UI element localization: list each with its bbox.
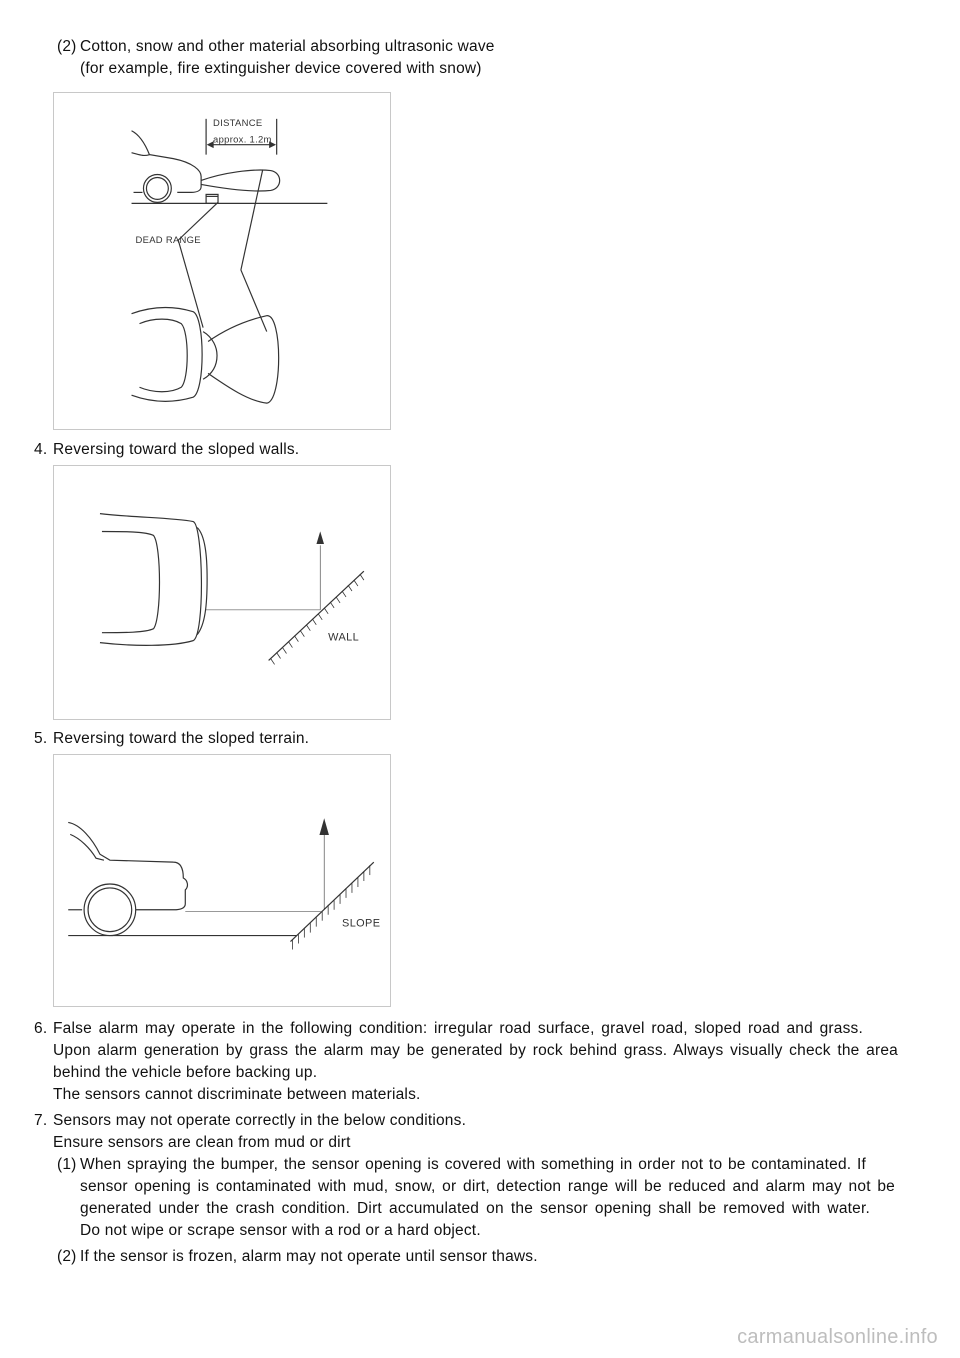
item-5-number: 5. (34, 730, 48, 747)
distance-label: DISTANCE (213, 117, 263, 129)
item-6-line-3: behind the vehicle before backing up. (53, 1064, 318, 1081)
item-7-sub-2-line-1: If the sensor is frozen, alarm may not operate until sensor thaws. (80, 1248, 538, 1265)
item-4-text: Reversing toward the sloped walls. (53, 441, 300, 458)
slope-label: SLOPE (342, 917, 381, 930)
item-7-sub-1-line-3: generated under the crash condition. Dirt accumulated on the sensor opening shall be removed with water. (80, 1200, 870, 1217)
wall-label: WALL (328, 631, 360, 644)
item-4-number: 4. (34, 441, 48, 458)
item-2-line-2: (for example, fire extinguisher device covered with snow) (80, 60, 482, 77)
item-2-line-1: Cotton, snow and other material absorbing ultrasonic wave (80, 38, 495, 55)
item-7-number: 7. (34, 1112, 48, 1129)
item-2-number: (2) (57, 38, 77, 55)
sloped-wall-diagram (54, 466, 390, 719)
item-7-sub-1-line-4: Do not wipe or scrape sensor with a rod or a hard object. (80, 1222, 481, 1239)
item-6-line-1: False alarm may operate in the following condition: irregular road surface, gravel road, sloped road and grass. (53, 1020, 863, 1037)
sloped-terrain-figure (53, 754, 391, 1007)
approx-distance-label: approx. 1.2m (213, 134, 272, 146)
sloped-wall-figure (53, 465, 391, 720)
dead-range-figure (53, 92, 391, 430)
item-7-sub-1-line-1: When spraying the bumper, the sensor opening is covered with something in order not to be contaminated. If (80, 1156, 866, 1173)
item-5-text: Reversing toward the sloped terrain. (53, 730, 310, 747)
dead-range-diagram (54, 93, 390, 429)
site-watermark: carmanualsonline.info (737, 1326, 938, 1348)
item-6-line-4: The sensors cannot discriminate between materials. (53, 1086, 421, 1103)
item-7-sub-1-line-2: sensor opening is contaminated with mud, snow, or dirt, detection range will be reduced and alarm may not be (80, 1178, 895, 1195)
item-6-line-2: Upon alarm generation by grass the alarm may be generated by rock behind grass. Always visually check the area (53, 1042, 898, 1059)
item-6-number: 6. (34, 1020, 48, 1037)
item-7-line-2: Ensure sensors are clean from mud or dirt (53, 1134, 351, 1151)
sloped-terrain-diagram (54, 755, 390, 1006)
item-7-sub-1-number: (1) (57, 1156, 77, 1173)
item-7-sub-2-number: (2) (57, 1248, 77, 1265)
dead-range-label: DEAD RANGE (135, 235, 201, 247)
item-7-line-1: Sensors may not operate correctly in the below conditions. (53, 1112, 467, 1129)
